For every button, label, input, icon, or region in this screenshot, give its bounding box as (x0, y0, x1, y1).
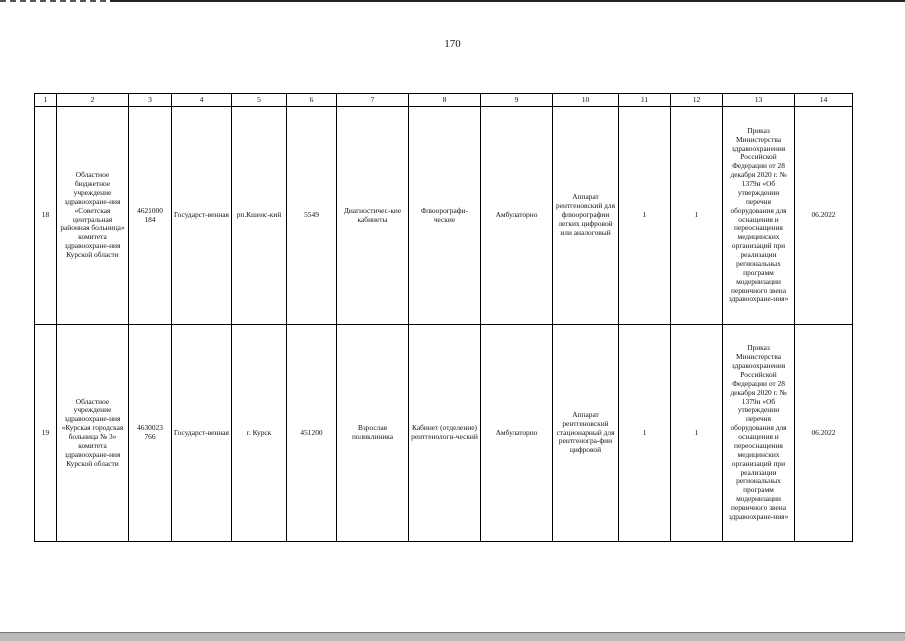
room-type: Кабинет (отделение) рентгенологи-ческий (409, 325, 481, 542)
column-header: 1 (35, 94, 57, 107)
quantity-cell: 1 (671, 325, 723, 542)
column-header: 11 (619, 94, 671, 107)
structural-unit: Диагностичес-кие кабинеты (337, 107, 409, 325)
table-row (35, 325, 853, 542)
organization-inn: 4621000 184 (129, 107, 172, 325)
care-conditions: Амбулаторно (481, 325, 553, 542)
column-header: 9 (481, 94, 553, 107)
scan-top-border (0, 0, 905, 2)
column-header: 4 (172, 94, 232, 107)
row-number: 19 (35, 325, 57, 542)
care-conditions: Амбулаторно (481, 107, 553, 325)
quantity-cell: 1 (619, 107, 671, 325)
column-header: 6 (287, 94, 337, 107)
legal-basis: Приказ Министерства здравоохранения Российской Федерации от 28 декабря 2020 г. № 1379н «Об утверждении перечня оборудования для оснащения и переоснащения медицинских организаций при реализации региональных программ модернизации первичного звена здравоохране-ния» (723, 107, 795, 325)
column-header: 3 (129, 94, 172, 107)
delivery-date: 06.2022 (795, 107, 853, 325)
structural-unit: Взрослая поликлиника (337, 325, 409, 542)
column-header: 2 (57, 94, 129, 107)
column-header: 5 (232, 94, 287, 107)
population-code: 5549 (287, 107, 337, 325)
ownership-form: Государст-венная (172, 325, 232, 542)
organization-name: Областное бюджетное учреждение здравоохране-ния «Советская центральная районная больница» комитета здравоохране-ния Курской области (57, 107, 129, 325)
room-type: Флюорографи-ческие (409, 107, 481, 325)
column-header: 8 (409, 94, 481, 107)
table-row (35, 107, 853, 325)
column-header: 12 (671, 94, 723, 107)
column-header: 10 (553, 94, 619, 107)
equipment-table (34, 93, 853, 542)
page-number: 170 (444, 38, 461, 50)
equipment-name: Аппарат рентгеновский для флюорографии легких цифровой или аналоговый (553, 107, 619, 325)
quantity-cell: 1 (619, 325, 671, 542)
settlement: рп.Кшенс-кий (232, 107, 287, 325)
organization-name: Областное учреждение здравоохране-ния «Курская городская больница № 3» комитета здравоохране-ния Курской области (57, 325, 129, 542)
organization-inn: 4630023 766 (129, 325, 172, 542)
equipment-name: Аппарат рентгеновский стационарный для рентгеногра-фии цифровой (553, 325, 619, 542)
column-header: 13 (723, 94, 795, 107)
population-code: 451200 (287, 325, 337, 542)
row-number: 18 (35, 107, 57, 325)
scan-top-dashes (0, 0, 110, 2)
column-header: 14 (795, 94, 853, 107)
delivery-date: 06.2022 (795, 325, 853, 542)
column-header: 7 (337, 94, 409, 107)
legal-basis: Приказ Министерства здравоохранения Российской Федерации от 28 декабря 2020 г. № 1379н «Об утверждении перечня оборудования для оснащения и переоснащения медицинских организаций при реализации региональных программ модернизации первичного звена здравоохране-ния» (723, 325, 795, 542)
quantity-cell: 1 (671, 107, 723, 325)
ownership-form: Государст-венная (172, 107, 232, 325)
table-header-row (35, 94, 853, 107)
settlement: г. Курск (232, 325, 287, 542)
